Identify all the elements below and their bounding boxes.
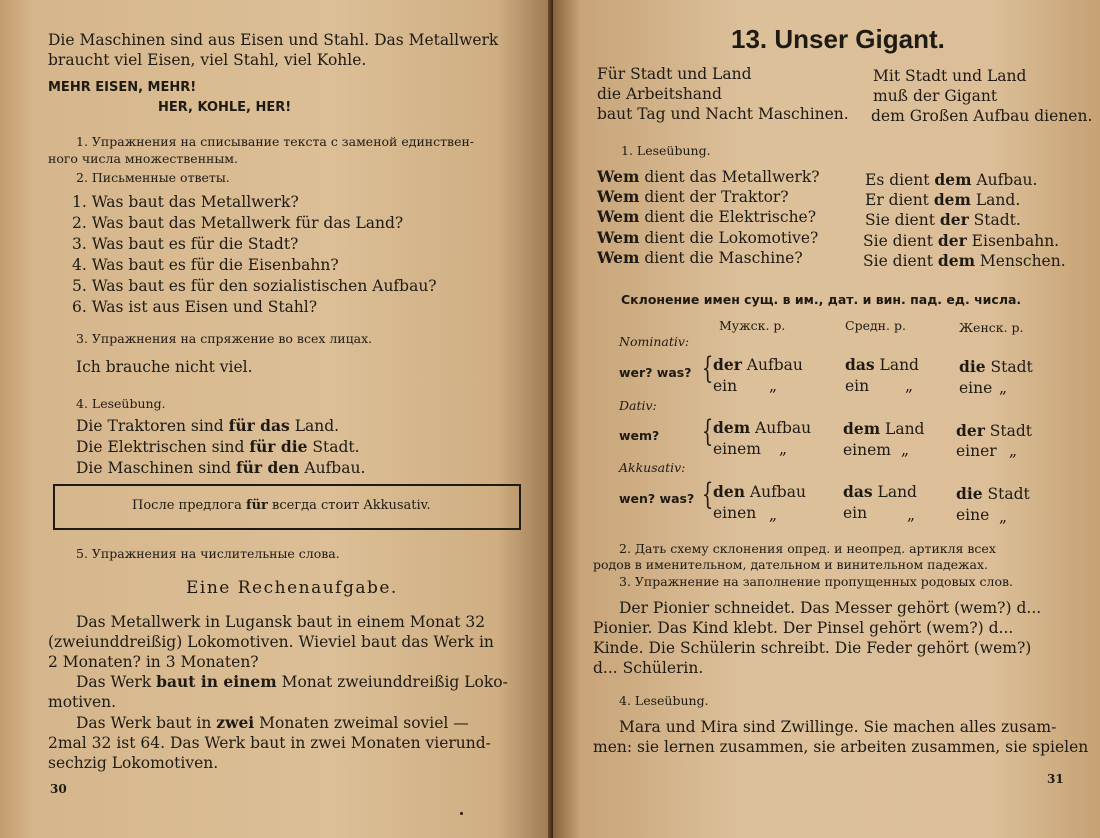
exercise-1-line-1: 1. Упражнения на списывание текста с заменой единствен-	[76, 134, 475, 149]
fill-line-3: Kinde. Die Schülerin schreibt. Die Feder gehört (wem?)	[593, 639, 1032, 657]
paragraph-1-line-1: Das Metallwerk in Lugansk baut in einem Monat 32	[76, 613, 486, 631]
dat-fem-def: der Stadt	[956, 421, 1033, 440]
exercise-5-heading: 5. Упражнения на числительные слова.	[76, 546, 340, 561]
question-4: 4. Was baut es für die Eisenbahn?	[72, 256, 339, 274]
intro-line-2: braucht viel Eisen, viel Stahl, viel Kohle.	[48, 51, 367, 69]
reading-line-1: Die Traktoren sind für das Land.	[76, 416, 340, 435]
akk-neut-ditto: „	[907, 506, 916, 524]
slogan-line-1: MEHR EISEN, MEHR!	[48, 80, 197, 95]
nom-masc-indef: ein	[713, 377, 738, 395]
nom-neut-def: das Land	[845, 355, 919, 374]
grammar-rule-text: После предлога für всегда стоит Akkusativ.	[132, 498, 431, 513]
akk-neut-def: das Land	[843, 482, 917, 501]
akk-masc-indef: einen	[713, 504, 757, 522]
exercise-2-right-line-1: 2. Дать схему склонения опред. и неопред. артикля всех	[619, 541, 996, 556]
question-5: 5. Was baut es für den sozialistischen Aufbau?	[72, 277, 437, 295]
paragraph-3-line-1: Das Werk baut in zwei Monaten zweimal soviel —	[76, 713, 469, 732]
case-question-nominativ: wer? was?	[619, 365, 692, 380]
nom-fem-ditto: „	[999, 379, 1008, 397]
answer-5: Sie dient dem Menschen.	[863, 251, 1066, 270]
case-label-nominativ: Nominativ:	[619, 334, 690, 349]
exercise-2-heading: 2. Письменные ответы.	[76, 170, 230, 185]
poem-right-line-3: dem Großen Aufbau dienen.	[871, 107, 1093, 125]
dat-masc-indef: einem	[713, 440, 761, 458]
exercise-1-heading-right: 1. Leseübung.	[621, 143, 711, 158]
dat-fem-ditto: „	[1009, 442, 1018, 460]
exercise-3-heading: 3. Упражнения на спряжение во всех лицах.	[76, 331, 373, 346]
brace-akkusativ: {	[701, 477, 714, 512]
akk-fem-def: die Stadt	[956, 484, 1030, 503]
reading-right-line-1: Mara und Mira sind Zwillinge. Sie machen alles zusam-	[619, 718, 1057, 736]
exercise-3-text: Ich brauche nicht viel.	[76, 358, 253, 376]
fill-line-1: Der Pionier schneidet. Das Messer gehört (wem?) d...	[619, 599, 1042, 617]
nom-masc-def: der Aufbau	[713, 355, 803, 374]
page-number-right: 31	[1047, 772, 1064, 786]
answer-1: Es dient dem Aufbau.	[865, 170, 1038, 189]
fill-line-2: Pionier. Das Kind klebt. Der Pinsel gehört (wem?) d...	[593, 619, 1014, 637]
poem-left-line-1: Für Stadt und Land	[597, 65, 752, 83]
nom-neut-ditto: „	[905, 377, 914, 395]
exercise-3-right-heading: 3. Упражнение на заполнение пропущенных родовых слов.	[619, 574, 1014, 589]
akk-fem-indef: eine	[956, 506, 990, 524]
declension-title: Склонение имен сущ. в им., дат. и вин. пад. ед. числа.	[621, 292, 1022, 307]
case-label-akkusativ: Akkusativ:	[619, 460, 686, 475]
page-number-left: 30	[50, 782, 67, 796]
dat-neut-ditto: „	[901, 441, 910, 459]
paragraph-3-line-2: 2mal 32 ist 64. Das Werk baut in zwei Monaten vierund-	[48, 734, 491, 752]
exercise-2-right-line-2: родов в именительном, дательном и винительном падежах.	[593, 557, 989, 572]
question-wem-4: Wem dient die Lokomotive?	[597, 228, 819, 247]
question-6: 6. Was ist aus Eisen und Stahl?	[72, 298, 318, 316]
case-label-dativ: Dativ:	[619, 398, 657, 413]
dat-neut-def: dem Land	[843, 419, 925, 438]
reading-line-3: Die Maschinen sind für den Aufbau.	[76, 458, 366, 477]
paragraph-1-line-3: 2 Monaten? in 3 Monaten?	[48, 653, 259, 671]
question-2: 2. Was baut das Metallwerk für das Land?	[72, 214, 404, 232]
right-page	[553, 0, 1100, 838]
question-wem-2: Wem dient der Traktor?	[597, 187, 789, 206]
nom-masc-ditto: „	[769, 377, 778, 395]
brace-dativ: {	[701, 414, 714, 449]
column-masculine: Мужск. р.	[719, 318, 786, 333]
question-1: 1. Was baut das Metallwerk?	[72, 193, 299, 211]
exercise-4-heading: 4. Leseübung.	[76, 396, 166, 411]
akk-masc-def: den Aufbau	[713, 482, 806, 501]
brace-nominativ: {	[701, 351, 714, 386]
question-wem-3: Wem dient die Elektrische?	[597, 207, 817, 226]
paragraph-1-line-2: (zweiunddreißig) Lokomotiven. Wieviel baut das Werk in	[48, 633, 494, 651]
reading-line-2: Die Elektrischen sind für die Stadt.	[76, 437, 360, 456]
nom-fem-def: die Stadt	[959, 357, 1033, 376]
akk-masc-ditto: „	[769, 506, 778, 524]
nom-fem-indef: eine	[959, 379, 993, 397]
akk-fem-ditto: „	[999, 508, 1008, 526]
paragraph-3-line-3: sechzig Lokomotiven.	[48, 754, 219, 772]
section-heading: Eine Rechenaufgabe.	[186, 578, 398, 598]
reading-right-line-2: men: sie lernen zusammen, sie arbeiten zusammen, sie spielen	[593, 738, 1089, 756]
case-question-akkusativ: wen? was?	[619, 491, 695, 506]
dat-masc-ditto: „	[779, 440, 788, 458]
nom-neut-indef: ein	[845, 377, 870, 395]
dat-fem-indef: einer	[956, 442, 997, 460]
intro-line-1: Die Maschinen sind aus Eisen und Stahl. Das Metallwerk	[48, 31, 499, 49]
slogan-line-2: HER, KOHLE, HER!	[158, 100, 292, 115]
fill-line-4: d... Schülerin.	[593, 659, 704, 677]
answer-4: Sie dient der Eisenbahn.	[863, 231, 1060, 250]
poem-left-line-2: die Arbeitshand	[597, 85, 722, 103]
case-question-dativ: wem?	[619, 428, 660, 443]
column-feminine: Женск. р.	[959, 320, 1024, 335]
poem-left-line-3: baut Tag und Nacht Maschinen.	[597, 105, 849, 123]
poem-right-line-2: muß der Gigant	[873, 87, 998, 105]
paragraph-2-line-2: motiven.	[48, 693, 117, 711]
dat-neut-indef: einem	[843, 441, 891, 459]
paper-speck	[460, 812, 463, 815]
answer-3: Sie dient der Stadt.	[865, 210, 1021, 229]
question-wem-5: Wem dient die Maschine?	[597, 248, 803, 267]
answer-2: Er dient dem Land.	[865, 190, 1021, 209]
chapter-title: 13. Unser Gigant.	[731, 24, 945, 54]
paragraph-2-line-1: Das Werk baut in einem Monat zweiunddreißig Loko-	[76, 672, 508, 691]
question-3: 3. Was baut es für die Stadt?	[72, 235, 299, 253]
dat-masc-def: dem Aufbau	[713, 418, 812, 437]
poem-right-line-1: Mit Stadt und Land	[873, 67, 1027, 85]
exercise-1-line-2: ного числа множественным.	[48, 151, 239, 166]
exercise-4-right-heading: 4. Leseübung.	[619, 693, 709, 708]
column-neuter: Средн. р.	[845, 318, 906, 333]
akk-neut-indef: ein	[843, 504, 868, 522]
question-wem-1: Wem dient das Metallwerk?	[597, 167, 820, 186]
